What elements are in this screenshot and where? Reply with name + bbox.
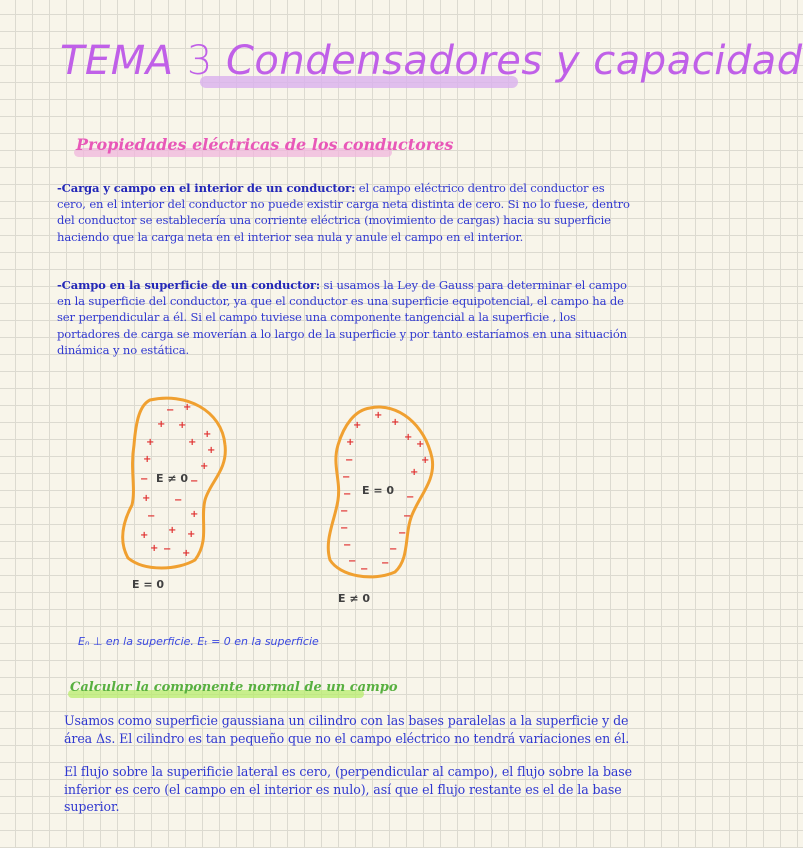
title-rest: Condensadores y capacidad <box>225 38 803 84</box>
svg-text:+: + <box>146 437 155 448</box>
page-title <box>60 38 803 84</box>
paragraph-surface-bold: -Campo en la superficie de un conductor: <box>57 278 321 292</box>
svg-text:−: − <box>406 492 415 503</box>
svg-text:+: + <box>353 420 362 431</box>
svg-text:−: − <box>398 528 407 539</box>
svg-text:−: − <box>343 489 352 500</box>
paragraph-surface-text: si usamos la Ley de Gauss para determinar el campo en la superficie del conductor, ya que el conductor es una superficie equipotencial, el campo ha de ser perpendicular a él. Si el campo tuviese una componente tangencial a la superficie , los portadores de carga se moverían a lo largo de la superficie y por tanto estaríamos en una situación dinámica y no estática. <box>57 278 627 357</box>
svg-text:−: − <box>147 511 156 522</box>
svg-text:+: + <box>416 439 425 450</box>
paragraph-interior-bold: -Carga y campo en el interior de un conductor: <box>57 181 356 195</box>
paragraph-surface <box>57 277 633 358</box>
section1-heading: Propiedades eléctricas de los conductores <box>76 135 454 154</box>
svg-text:−: − <box>348 556 357 567</box>
svg-text:−: − <box>190 476 199 487</box>
svg-text:+: + <box>178 420 187 431</box>
paragraph-gaussian-cylinder: Usamos como superficie gaussiana un cilindro con las bases paralelas a la superficie y de área Δs. El cilindro es tan pequeño que no el campo eléctrico no tendrá variaciones en él. <box>64 713 630 746</box>
svg-text:+: + <box>187 529 196 540</box>
svg-text:+: + <box>142 493 151 504</box>
svg-text:−: − <box>343 540 352 551</box>
svg-text:+: + <box>203 429 212 440</box>
svg-text:+: + <box>404 432 413 443</box>
svg-text:−: − <box>163 544 172 555</box>
paragraph-interior <box>57 180 633 245</box>
paragraph-interior-text: el campo eléctrico dentro del conductor es cero, en el interior del conductor no puede existir carga neta distinta de cero. Si no lo fuese, dentro del conductor se establecería una corriente eléctrica (movimiento de cargas) hacia su superficie haciendo que la carga neta en el interior sea nula y anule el campo en el interior. <box>57 181 630 244</box>
svg-text:+: + <box>190 509 199 520</box>
svg-text:+: + <box>200 461 209 472</box>
svg-text:+: + <box>421 455 430 466</box>
svg-text:−: − <box>340 506 349 517</box>
svg-text:+: + <box>183 402 192 413</box>
svg-text:+: + <box>410 467 419 478</box>
title-number: 3 <box>186 38 213 84</box>
svg-text:+: + <box>346 437 355 448</box>
svg-text:−: − <box>174 495 183 506</box>
svg-text:−: − <box>403 511 412 522</box>
conductor-figure <box>0 380 656 620</box>
left-inside-field-label: E ≠ 0 <box>156 472 189 485</box>
svg-text:+: + <box>374 410 383 421</box>
svg-text:−: − <box>345 455 354 466</box>
svg-text:+: + <box>182 548 191 559</box>
section2-heading: Calcular la componente normal de un campo <box>70 680 398 695</box>
svg-text:−: − <box>342 472 351 483</box>
svg-text:+: + <box>207 445 216 456</box>
right-outside-field-label: E ≠ 0 <box>338 592 371 605</box>
svg-text:+: + <box>188 437 197 448</box>
svg-text:+: + <box>157 419 166 430</box>
svg-text:+: + <box>391 417 400 428</box>
surface-field-note: Eₙ ⊥ en la superficie. Eₜ = 0 en la superficie <box>78 635 319 648</box>
left-outside-field-label: E = 0 <box>132 578 165 591</box>
svg-text:−: − <box>166 405 175 416</box>
svg-text:+: + <box>168 525 177 536</box>
svg-text:−: − <box>340 523 349 534</box>
title-prefix: TEMA <box>60 38 174 84</box>
paragraph-flux: El flujo sobre la superificie lateral es cero, (perpendicular al campo), el flujo sobre la base inferior es cero (el campo en el interior es nulo), así que el flujo restante es el de la base superior. <box>64 764 633 815</box>
svg-text:+: + <box>150 543 159 554</box>
svg-text:+: + <box>143 454 152 465</box>
svg-text:−: − <box>360 564 369 575</box>
svg-text:−: − <box>381 558 390 569</box>
svg-text:−: − <box>140 474 149 485</box>
svg-text:+: + <box>140 530 149 541</box>
svg-text:−: − <box>389 544 398 555</box>
right-inside-field-label: E = 0 <box>362 484 395 497</box>
